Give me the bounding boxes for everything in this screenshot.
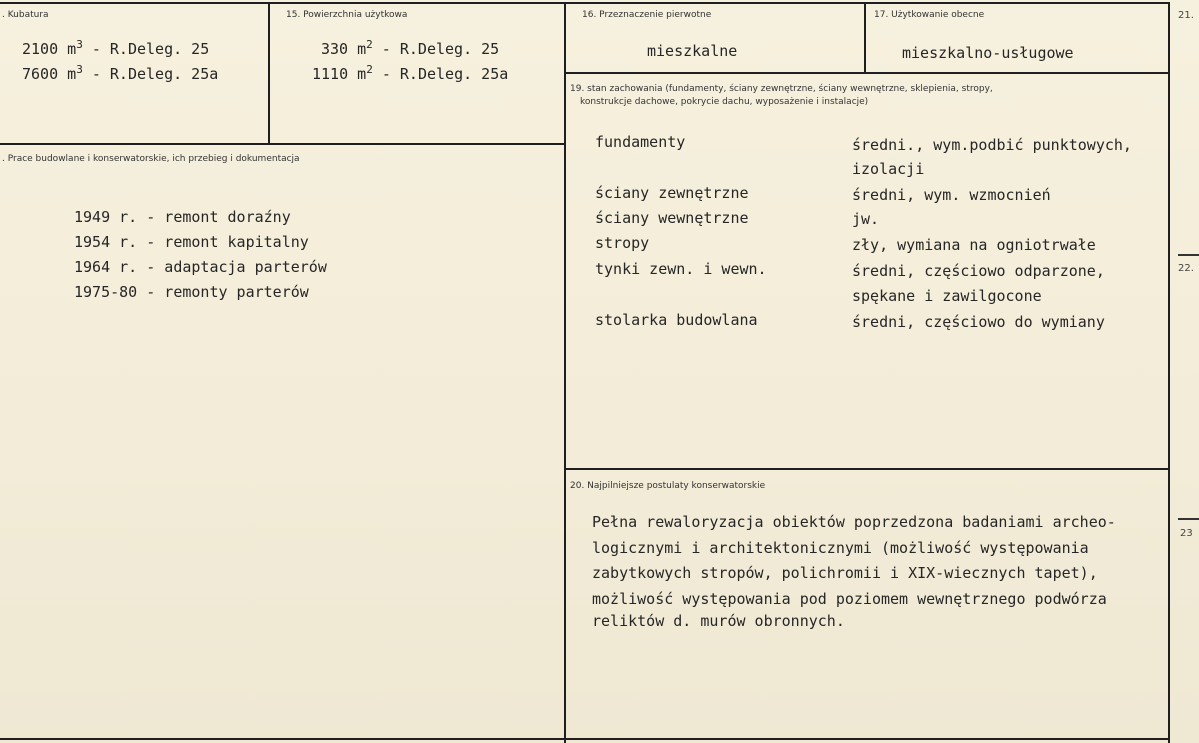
stan-condition-tynki: średni, częściowo odparzone,: [852, 262, 1105, 280]
przeznaczenie-label: 16. Przeznaczenie pierwotne: [582, 10, 712, 20]
stan-element-fundamenty: fundamenty: [595, 133, 686, 151]
stan-condition-fundamenty-cont: izolacji: [852, 160, 925, 178]
przeznaczenie-value: mieszkalne: [647, 42, 738, 60]
postulaty-line-2: logicznymi i architektonicznymi (możliwość występowania: [592, 539, 1089, 557]
rule-under-kubatura: [0, 143, 566, 145]
postulaty-label: 20. Najpilniejsze postulaty konserwatorskie: [570, 481, 766, 491]
postulaty-line-5: reliktów d. murów obronnych.: [592, 612, 845, 630]
stan-element-tynki: tynki zewn. i wewn.: [595, 260, 767, 278]
margin-number-21: 21.: [1178, 10, 1194, 21]
prace-entry-3: 1964 r. - adaptacja parterów: [74, 258, 327, 276]
kubatura-line-1: 2100 $m^3$ - R.Deleg. 25: [22, 38, 210, 58]
prace-label: . Prace budowlane i konserwatorskie, ich przebieg i dokumentacja: [2, 154, 300, 164]
stan-element-sciany-wewnetrzne: ściany wewnętrzne: [595, 209, 749, 227]
stan-condition-stropy: zły, wymiana na ogniotrwałe: [852, 236, 1096, 254]
stan-condition-fundamenty: średni., wym.podbić punktowych,: [852, 136, 1132, 154]
stan-condition-sciany-wewnetrzne: jw.: [852, 210, 880, 228]
stan-condition-sciany-zewnetrzne: średni, wym. wzmocnień: [852, 186, 1051, 204]
margin-number-22: 22.: [1178, 263, 1194, 274]
prace-entry-2: 1954 r. - remont kapitalny: [74, 233, 309, 251]
kubatura-line-2: 7600 $m^3$ - R.Deleg. 25a: [22, 63, 219, 83]
powierzchnia-line-1: 330 $m^2$ - R.Deleg. 25: [321, 38, 500, 58]
powierzchnia-label: 15. Powierzchnia użytkowa: [286, 10, 408, 20]
uzytkowanie-label: 17. Użytkowanie obecne: [874, 10, 985, 20]
uzytkowanie-value: mieszkalno-usługowe: [902, 44, 1074, 62]
right-rule: [1168, 2, 1170, 743]
margin-tick-22: [1178, 254, 1199, 256]
powierzchnia-line-2: 1110 $m^2$ - R.Deleg. 25a: [312, 63, 509, 83]
postulaty-line-3: zabytkowych stropów, polichromii i XIX-wiecznych tapet),: [592, 564, 1098, 582]
stan-element-sciany-zewnetrzne: ściany zewnętrzne: [595, 184, 749, 202]
margin-tick-23: [1178, 518, 1199, 520]
divider-center: [564, 2, 566, 743]
stan-label-line-2: konstrukcje dachowe, pokrycie dachu, wyposażenie i instalacje): [580, 97, 869, 107]
postulaty-line-4: możliwość występowania pod poziomem wewnętrznego podwórza: [592, 590, 1107, 608]
bottom-rule: [0, 738, 1169, 740]
divider-kubatura-powierzchnia: [268, 2, 270, 144]
prace-entry-4: 1975-80 - remonty parterów: [74, 283, 309, 301]
stan-element-stropy: stropy: [595, 234, 650, 252]
divider-przeznaczenie-uzytkowanie: [864, 2, 866, 72]
kubatura-label: . Kubatura: [2, 10, 49, 20]
stan-label-line-1: 19. stan zachowania (fundamenty, ściany zewnętrzne, ściany wewnętrzne, sklepienia, stropy,: [570, 84, 993, 94]
top-rule: [0, 2, 1170, 4]
stan-element-stolarka: stolarka budowlana: [595, 311, 758, 329]
stan-condition-tynki-cont: spękane i zawilgocone: [852, 287, 1042, 305]
rule-under-stan: [564, 468, 1169, 470]
rule-under-16-17: [564, 72, 1169, 74]
postulaty-line-1: Pełna rewaloryzacja obiektów poprzedzona badaniami archeo-: [592, 513, 1116, 531]
prace-entry-1: 1949 r. - remont doraźny: [74, 208, 291, 226]
stan-condition-stolarka: średni, częściowo do wymiany: [852, 313, 1105, 331]
margin-number-23: 23: [1180, 528, 1193, 539]
